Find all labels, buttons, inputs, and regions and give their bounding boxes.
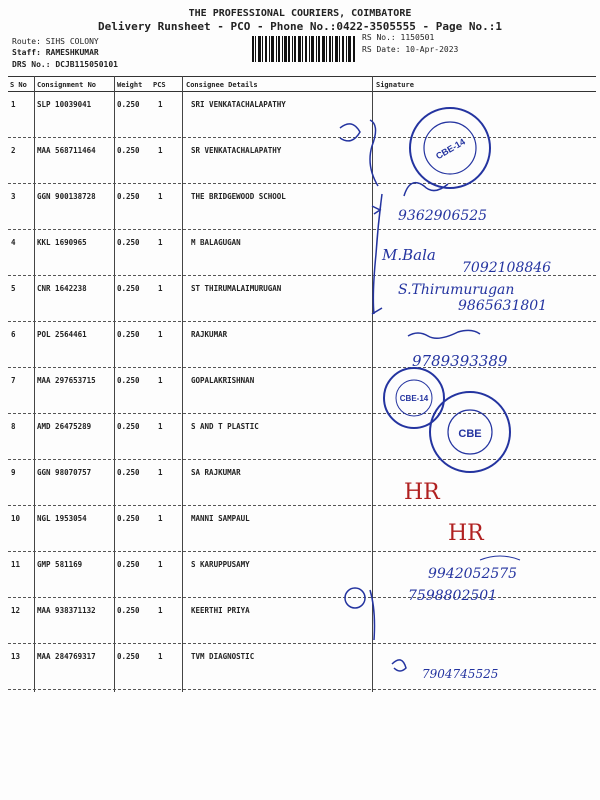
handwritten-phone: 7092108846 <box>462 260 552 276</box>
stamp-text: CBE <box>458 428 482 440</box>
row-pcs: 1 <box>158 284 163 293</box>
row-consignee: RAJKUMAR <box>191 330 228 339</box>
staff-value: RAMESHKUMAR <box>45 48 99 57</box>
header-sno: S No <box>10 81 27 89</box>
row-pcs: 1 <box>158 514 163 523</box>
row-consignment-no: MAA 284769317 <box>37 652 96 661</box>
handwritten-name: M.Bala <box>382 246 436 264</box>
header-pcs: PCS <box>153 81 166 89</box>
row-sno: 5 <box>11 284 16 293</box>
runsheet-subtitle: Delivery Runsheet - PCO - Phone No.:0422-3505555 - Page No.:1 <box>98 20 502 33</box>
header-weight: Weight <box>117 81 143 89</box>
row-sno: 6 <box>11 330 16 339</box>
row-consignment-no: MAA 297653715 <box>37 376 96 385</box>
row-pcs: 1 <box>158 146 163 155</box>
row-consignee: SA RAJKUMAR <box>191 468 241 477</box>
handwritten-phone: 9789393389 <box>412 352 508 370</box>
row-sno: 4 <box>11 238 16 247</box>
company-stamp-1 <box>410 108 490 188</box>
handwritten-initials: HR <box>404 480 440 505</box>
row-consignment-no: POL 2564461 <box>37 330 87 339</box>
drs-value: DCJB115050101 <box>55 60 118 69</box>
row-consignee: THE BRIDGEWOOD SCHOOL <box>191 192 286 201</box>
header-consignee: Consignee Details <box>186 81 258 89</box>
row-pcs: 1 <box>158 652 163 661</box>
row-weight: 0.250 <box>117 514 140 523</box>
row-pcs: 1 <box>158 192 163 201</box>
row-consignment-no: CNR 1642238 <box>37 284 87 293</box>
rs-no-label: RS No.: <box>362 33 396 42</box>
handwritten-initials: HR <box>448 521 484 546</box>
row-consignee: SR VENKATACHALAPATHY <box>191 146 282 155</box>
row-consignee: KEERTHI PRIYA <box>191 606 250 615</box>
row-weight: 0.250 <box>117 468 140 477</box>
row-sno: 1 <box>11 100 16 109</box>
row-consignment-no: AMD 26475289 <box>37 422 92 431</box>
rs-no-value: 1150501 <box>400 33 435 42</box>
row-consignee: M BALAGUGAN <box>191 238 241 247</box>
row-weight: 0.250 <box>117 560 140 569</box>
row-sno: 8 <box>11 422 16 431</box>
row-sno: 9 <box>11 468 16 477</box>
row-sno: 12 <box>11 606 21 615</box>
row-pcs: 1 <box>158 468 163 477</box>
stamp-text: CBE-14 <box>399 394 429 403</box>
row-weight: 0.250 <box>117 376 140 385</box>
row-consignment-no: NGL 1953054 <box>37 514 87 523</box>
row-weight: 0.250 <box>117 238 140 247</box>
row-consignment-no: GMP 581169 <box>37 560 83 569</box>
row-consignment-no: KKL 1690965 <box>37 238 87 247</box>
row-consignment-no: MAA 568711464 <box>37 146 96 155</box>
row-sno: 3 <box>11 192 16 201</box>
handwritten-phone: 7598802501 <box>408 588 498 604</box>
row-pcs: 1 <box>158 422 163 431</box>
row-consignee: S KARUPPUSAMY <box>191 560 250 569</box>
stamp-text: CBE-14 <box>434 136 467 162</box>
row-sno: 11 <box>11 560 21 569</box>
row-consignment-no: GGN 900138728 <box>37 192 96 201</box>
row-consignee: SRI VENKATACHALAPATHY <box>191 100 286 109</box>
row-weight: 0.250 <box>117 330 140 339</box>
signature-strokes <box>340 120 520 671</box>
row-sno: 13 <box>11 652 21 661</box>
row-weight: 0.250 <box>117 422 140 431</box>
company-stamp-2 <box>384 368 444 428</box>
row-consignee: MANNI SAMPAUL <box>191 514 250 523</box>
row-pcs: 1 <box>158 376 163 385</box>
row-weight: 0.250 <box>117 146 140 155</box>
row-sno: 2 <box>11 146 16 155</box>
drs-label: DRS No.: <box>12 60 51 69</box>
row-weight: 0.250 <box>117 606 140 615</box>
row-pcs: 1 <box>158 100 163 109</box>
handwritten-phone: 9362906525 <box>398 208 488 224</box>
rs-date-label: RS Date: <box>362 45 401 54</box>
company-stamp-3 <box>430 392 510 472</box>
handwritten-phone: 7904745525 <box>422 667 499 681</box>
row-consignment-no: MAA 938371132 <box>37 606 96 615</box>
row-consignee: GOPALAKRISHNAN <box>191 376 255 385</box>
rs-date-value: 10-Apr-2023 <box>405 45 459 54</box>
row-weight: 0.250 <box>117 192 140 201</box>
row-consignment-no: SLP 10039041 <box>37 100 92 109</box>
row-pcs: 1 <box>158 330 163 339</box>
row-consignee: S AND T PLASTIC <box>191 422 259 431</box>
row-pcs: 1 <box>158 560 163 569</box>
route-label: Route: <box>12 37 41 46</box>
row-pcs: 1 <box>158 606 163 615</box>
route-value: SIHS COLONY <box>45 37 99 46</box>
row-consignee: ST THIRUMALAIMURUGAN <box>191 284 282 293</box>
row-sno: 7 <box>11 376 16 385</box>
row-weight: 0.250 <box>117 100 140 109</box>
header-signature: Signature <box>376 81 414 89</box>
row-weight: 0.250 <box>117 652 140 661</box>
row-sno: 10 <box>11 514 21 523</box>
row-consignment-no: GGN 98070757 <box>37 468 92 477</box>
handwritten-phone: 9942052575 <box>428 566 518 582</box>
row-pcs: 1 <box>158 238 163 247</box>
row-consignee: TVM DIAGNOSTIC <box>191 652 255 661</box>
staff-label: Staff: <box>12 48 41 57</box>
handwritten-signature: S.Thirumurugan <box>398 282 515 298</box>
company-title: THE PROFESSIONAL COURIERS, COIMBATORE <box>188 8 412 19</box>
header-consignment: Consignment No <box>37 81 97 89</box>
handwritten-phone: 9865631801 <box>458 298 548 314</box>
row-weight: 0.250 <box>117 284 140 293</box>
